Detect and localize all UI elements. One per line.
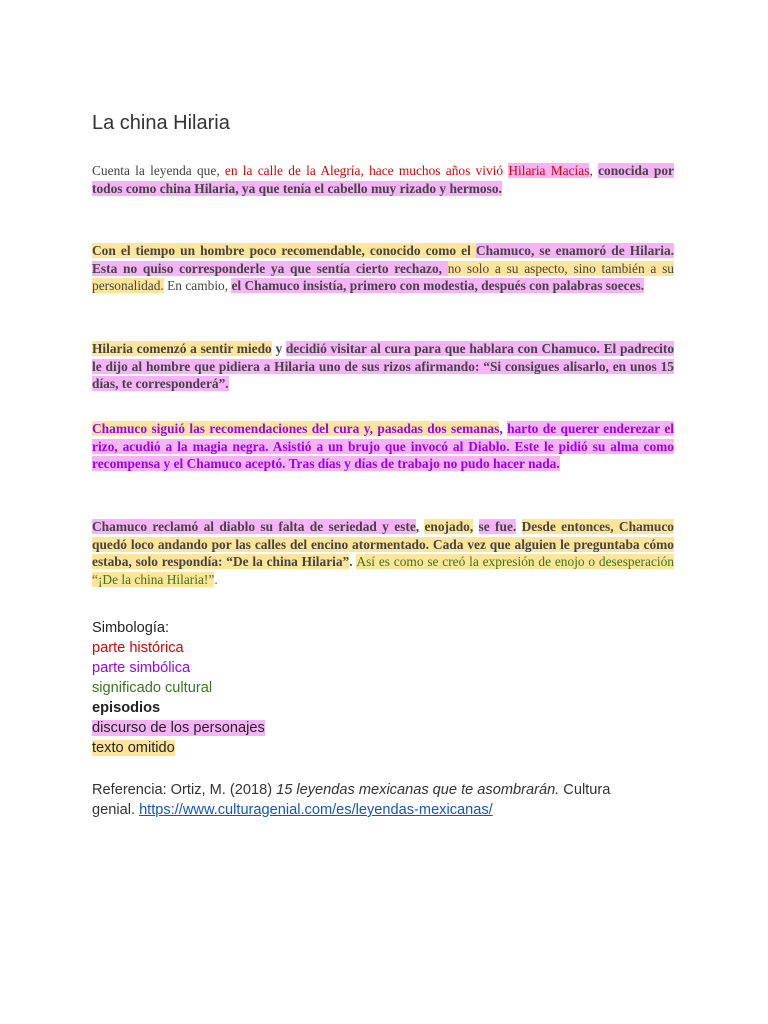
p5-final-period: . (214, 571, 218, 587)
legend-episodes: episodios (92, 700, 161, 716)
p3-text: y (271, 341, 286, 356)
p5-speech-2: se fue. (478, 519, 517, 534)
page-title: La china Hilaria (92, 112, 230, 134)
symbology-heading: Simbología: (92, 620, 170, 636)
p5-period: . (349, 554, 357, 570)
p2-text: En cambio, (163, 278, 232, 294)
legend-speech: discurso de los personajes (92, 720, 265, 736)
p3-omitted: Hilaria comenzó a sentir miedo (92, 341, 272, 356)
reference-prefix: Referencia: Ortiz, M. (2018) (92, 782, 277, 798)
paragraph-2 (92, 242, 674, 295)
p5-omitted-2: Desde entonces, Chamuco quedó loco andando por las calles del encino atormentado. Cada vez que alguien le preguntaba cómo estaba, solo respondía: “De la china Hilaria” (92, 519, 674, 570)
p4-symbolic-omitted: Chamuco siguió las recomendaciones del cura y, pasadas dos semanas (92, 421, 500, 436)
paragraph-3 (92, 340, 674, 393)
legend-historic: parte histórica (92, 640, 184, 656)
p5-speech: Chamuco reclamó al diablo su falta de seriedad y este (92, 519, 416, 534)
p3-speech: decidió visitar al cura para que hablara con Chamuco. El padrecito le dijo al hombre que pidiera a Hilaria uno de sus rizos afirmando: “Si consigues alisarlo, en unos 15 días, te corresponderá”. (92, 341, 675, 392)
p1-comma: , (589, 163, 593, 178)
p5-space (473, 519, 478, 534)
p5-cultural: Así es como se creó la expresión de enojo o desesperación “¡De la china Hilaria!” (92, 554, 675, 587)
p2-speech-2: el Chamuco insistía, primero con modestia, después con palabras soeces. (231, 278, 645, 294)
paragraph-1 (92, 162, 674, 197)
legend-omitted: texto omitido (92, 740, 175, 756)
p1-historic-name: Hilaria Macías (508, 163, 590, 178)
p2-omitted-2: no solo a su aspecto, sino también a su personalidad. (92, 260, 674, 294)
reference-suffix: Cultura genial. (92, 782, 611, 818)
p2-omitted: Con el tiempo un hombre poco recomendable, conocido como el (92, 243, 476, 258)
reference (92, 780, 652, 820)
legend-cultural: significado cultural (92, 680, 213, 696)
symbology-legend (92, 618, 265, 758)
reference-link[interactable]: https://www.culturagenial.com/es/leyendas-mexicanas/ (139, 802, 493, 818)
legend-symbolic: parte simbólica (92, 660, 191, 676)
p2-speech: Chamuco, se enamoró de Hilaria. Esta no quiso corresponderle ya que sentía cierto rechazo, (92, 243, 675, 276)
paragraph-4 (92, 420, 674, 473)
p1-speech: conocida por todos como china Hilaria, ya que tenía el cabello muy rizado y hermoso. (92, 163, 674, 196)
p5-omitted: enojado, (424, 519, 474, 534)
p5-space-2 (516, 519, 521, 534)
p5-comma: , (415, 519, 425, 534)
p1-historic: en la calle de la Alegría, hace muchos años vivió (224, 163, 509, 178)
paragraph-5 (92, 518, 674, 588)
p1-text: Cuenta la leyenda que, (92, 163, 225, 178)
p4-symbolic-speech: harto de querer enderezar el rizo, acudió a la magia negra. Asistió a un brujo que invocó al Diablo. Este le pidió su alma como recompensa y el Chamuco aceptó. Tras días y días de trabajo no pudo hacer nada. (92, 421, 674, 472)
reference-book-title: 15 leyendas mexicanas que te asombrarán. (276, 782, 560, 798)
p4-comma: , (499, 421, 508, 436)
